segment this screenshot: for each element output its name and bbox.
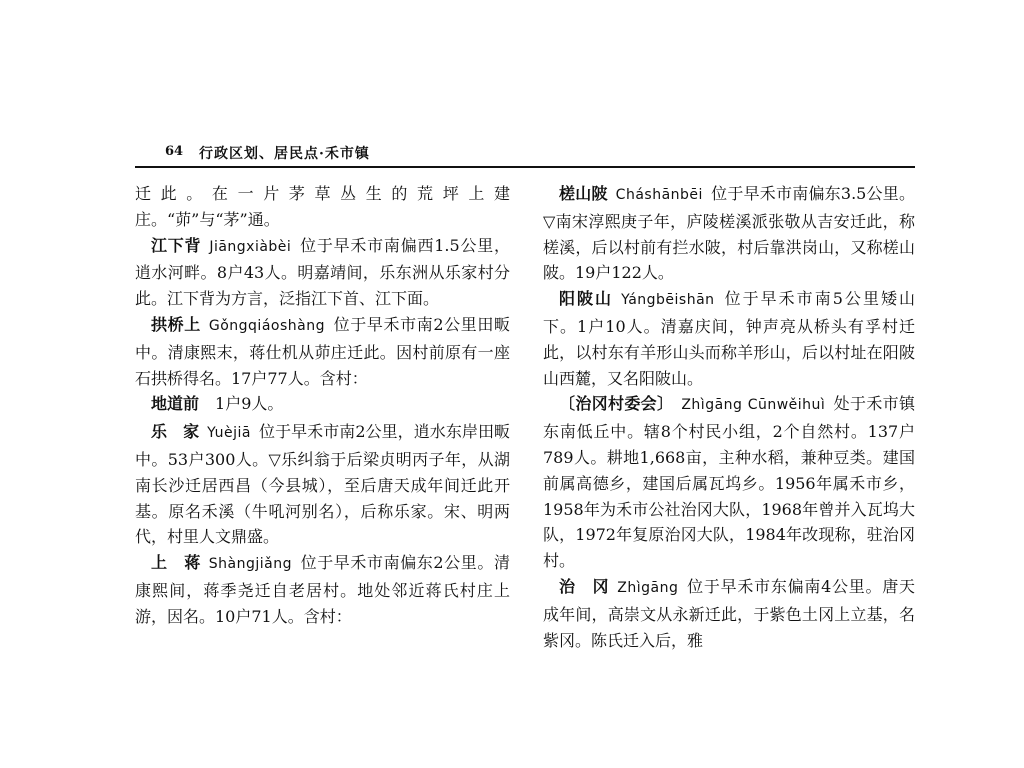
entry-text: 位于早禾市南偏西1.5公里，逍水河畔。8户43人。明嘉靖间，乐东洲从乐家村分此。江下背为方言，泛指江下首、江下面。: [135, 235, 510, 309]
header-rule: [135, 166, 915, 168]
entry-text: 位于早禾市南偏东2公里。清康熙间，蒋季尧迁自老居村。地处邻近蒋氏村庄上游，因名。10户71人。含村：: [135, 553, 510, 626]
entry-zhigang-committee: [543, 391, 915, 574]
entry-text: 位于早禾市东偏南4公里。唐天成年间，高崇文从永新迁此，于紫色土冈上立基，名紫冈。陈氏迁入后，雅: [543, 576, 915, 650]
entry-gongqiaoshang: [135, 312, 510, 391]
entry-term: 拱桥上: [151, 314, 201, 334]
entry-text: 处于禾市镇东南低丘中。辖8个村民小组，2个自然村。137户789人。耕地1,668亩，主种水稻，兼种豆类。建国前属高德乡，建国后属瓦坞乡。1956年属禾市乡，1958年为禾市公社治冈大队，1968年曾并入瓦坞大队，1972年复原治冈大队，1984年改现称，驻治冈村。: [543, 394, 915, 571]
entry-chashanbei: [543, 181, 915, 286]
entry-pinyin: Zhìgāng Cūnwěihuì: [681, 397, 826, 414]
entry-term: 地道前: [151, 394, 200, 414]
entry-shangjiang: [135, 550, 510, 629]
entry-text: 位于早禾市南2公里田畈中。清康熙末，蒋仕机从茆庄迁此。因村前原有一座石拱桥得名。17户77人。含村：: [135, 314, 510, 388]
entry-text: 1户9人。: [215, 394, 284, 414]
entry-didaoqian: [135, 391, 510, 419]
continuation-text: 迁此。在一片茅草丛生的荒坪上建庄。“茆”与“茅”通。: [135, 184, 510, 229]
entry-pinyin: Cháshānbēi: [615, 187, 703, 203]
entry-term: 上 蒋: [151, 553, 201, 573]
entry-text: 位于早禾市南2公里，逍水东岸田畈中。53户300人。▽乐纠翁于后梁贞明丙子年，从湖南长沙迁居西昌（今县城），至后唐天成年间迁此开基。原名禾溪（牛吼河别名），后称乐家。宋、明两代，村里人文鼎盛。: [135, 422, 510, 547]
entry-term: 〔治冈村委会〕: [559, 394, 674, 414]
entry-pinyin: Gǒngqiáoshàng: [208, 317, 325, 334]
entry-pinyin: Zhìgāng: [617, 579, 679, 596]
entry-term: 江下背: [151, 235, 202, 255]
entry-text: 位于早禾市南偏东3.5公里。▽南宋淳熙庚子年，庐陵槎溪派张敬从吉安迁此，称槎溪，后以村前有拦水陂，村后靠洪岗山，又称槎山陂。19户122人。: [543, 184, 915, 283]
right-column: [543, 181, 915, 653]
left-column: [135, 181, 510, 630]
entry-text: 位于早禾市南5公里矮山下。1户10人。清嘉庆间，钟声亮从桥头有孚村迁此，以村东有羊形山头而称羊形山，后以村址在阳陂山西麓，又名阳陂山。: [543, 289, 915, 388]
header-title: 行政区划、居民点·禾市镇: [199, 146, 370, 162]
entry-pinyin: Jiāngxiàbèi: [209, 238, 292, 255]
entry-term: 阳陂山: [559, 289, 614, 309]
running-header: [135, 142, 915, 166]
entry-term: 治 冈: [559, 576, 610, 596]
entry-pinyin: Shàngjiǎng: [208, 556, 293, 573]
entry-lejia: [135, 419, 510, 550]
entry-zhigang: [543, 574, 915, 653]
entry-term: 槎山陂: [559, 184, 608, 203]
entry-jiangxiabei: [135, 233, 510, 312]
page-number: 64: [165, 144, 184, 159]
entry-pinyin: Yuèjiā: [207, 425, 251, 442]
entry-term: 乐 家: [151, 422, 200, 442]
entry-pinyin: Yángbēishān: [621, 292, 715, 309]
entry-yangbeishan: [543, 286, 915, 391]
